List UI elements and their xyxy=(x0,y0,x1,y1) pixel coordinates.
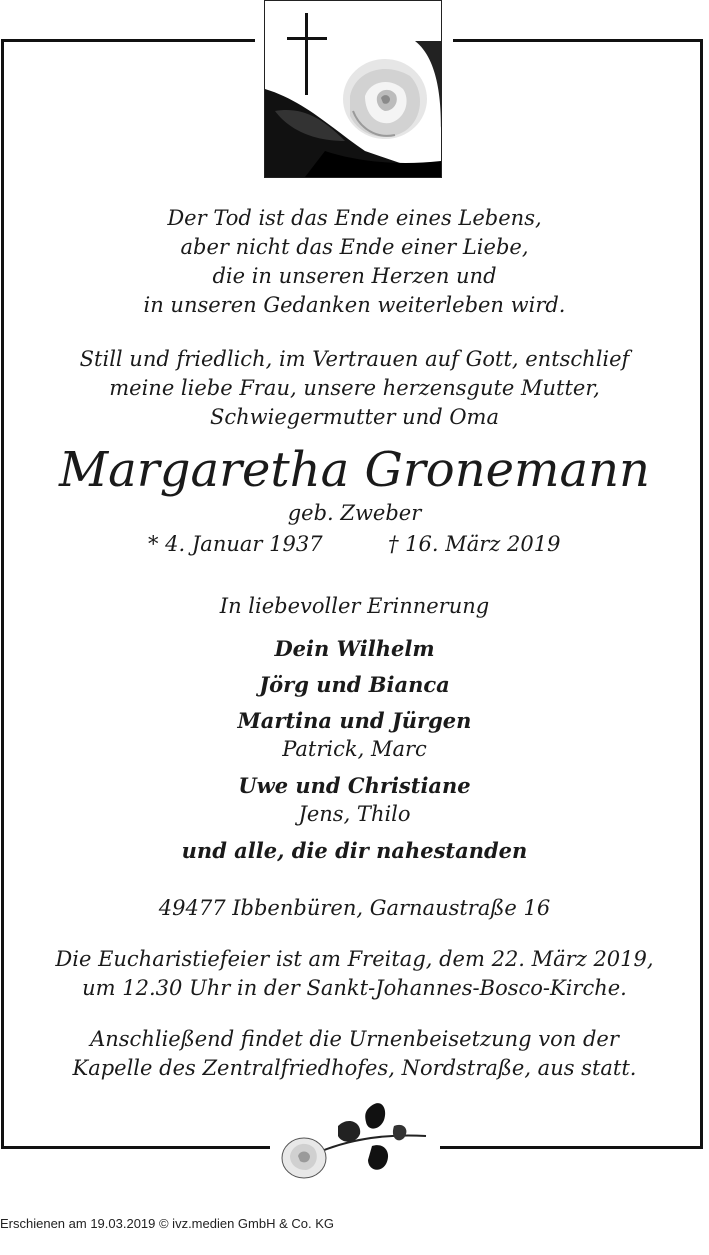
quote-block xyxy=(0,204,709,320)
memory-line: In liebevoller Erinnerung xyxy=(219,594,490,618)
mourner-name: Jörg und Bianca xyxy=(259,672,450,697)
burial-info xyxy=(0,1025,709,1083)
life-dates xyxy=(0,532,709,562)
quote-line: die in unseren Herzen und xyxy=(212,264,497,288)
intro-line: meine liebe Frau, unsere herzensgute Mutter, xyxy=(109,376,600,400)
service-info xyxy=(0,945,709,1003)
mourner-children: Patrick, Marc xyxy=(282,737,427,761)
quote-line: in unseren Gedanken weiterleben wird. xyxy=(143,293,566,317)
mourner-name: Uwe und Christiane xyxy=(238,773,471,798)
address: 49477 Ibbenbüren, Garnaustraße 16 xyxy=(158,896,551,920)
rose-icon xyxy=(276,1098,432,1184)
mourner-name: Dein Wilhelm xyxy=(274,636,435,661)
burial-line: Anschließend findet die Urnenbeisetzung von der xyxy=(90,1027,619,1051)
quote-line: aber nicht das Ende einer Liebe, xyxy=(180,235,529,259)
publication-footer: Erschienen am 19.03.2019 © ivz.medien GmbH & Co. KG xyxy=(0,1216,335,1231)
service-line: um 12.30 Uhr in der Sankt-Johannes-Bosco-Kirche. xyxy=(82,976,627,1000)
intro-line: Still und friedlich, im Vertrauen auf Gott, entschlief xyxy=(79,347,630,371)
service-line: Die Eucharistiefeier ist am Freitag, dem 22. März 2019, xyxy=(55,947,654,971)
mourner-children: Jens, Thilo xyxy=(298,802,411,826)
deceased-name: Margaretha Gronemann xyxy=(59,442,650,498)
intro-line: Schwiegermutter und Oma xyxy=(210,405,499,429)
burial-line: Kapelle des Zentralfriedhofes, Nordstraße, aus statt. xyxy=(72,1056,637,1080)
mourner-name: Martina und Jürgen xyxy=(237,708,472,733)
birth-date: * 4. Januar 1937 xyxy=(148,532,323,556)
intro-block xyxy=(0,345,709,432)
cross-rose-photo xyxy=(264,0,442,178)
mourner-name: und alle, die dir nahestanden xyxy=(181,838,528,863)
birth-name: geb. Zweber xyxy=(287,501,422,525)
quote-line: Der Tod ist das Ende eines Lebens, xyxy=(167,206,542,230)
death-date: † 16. März 2019 xyxy=(388,532,561,556)
